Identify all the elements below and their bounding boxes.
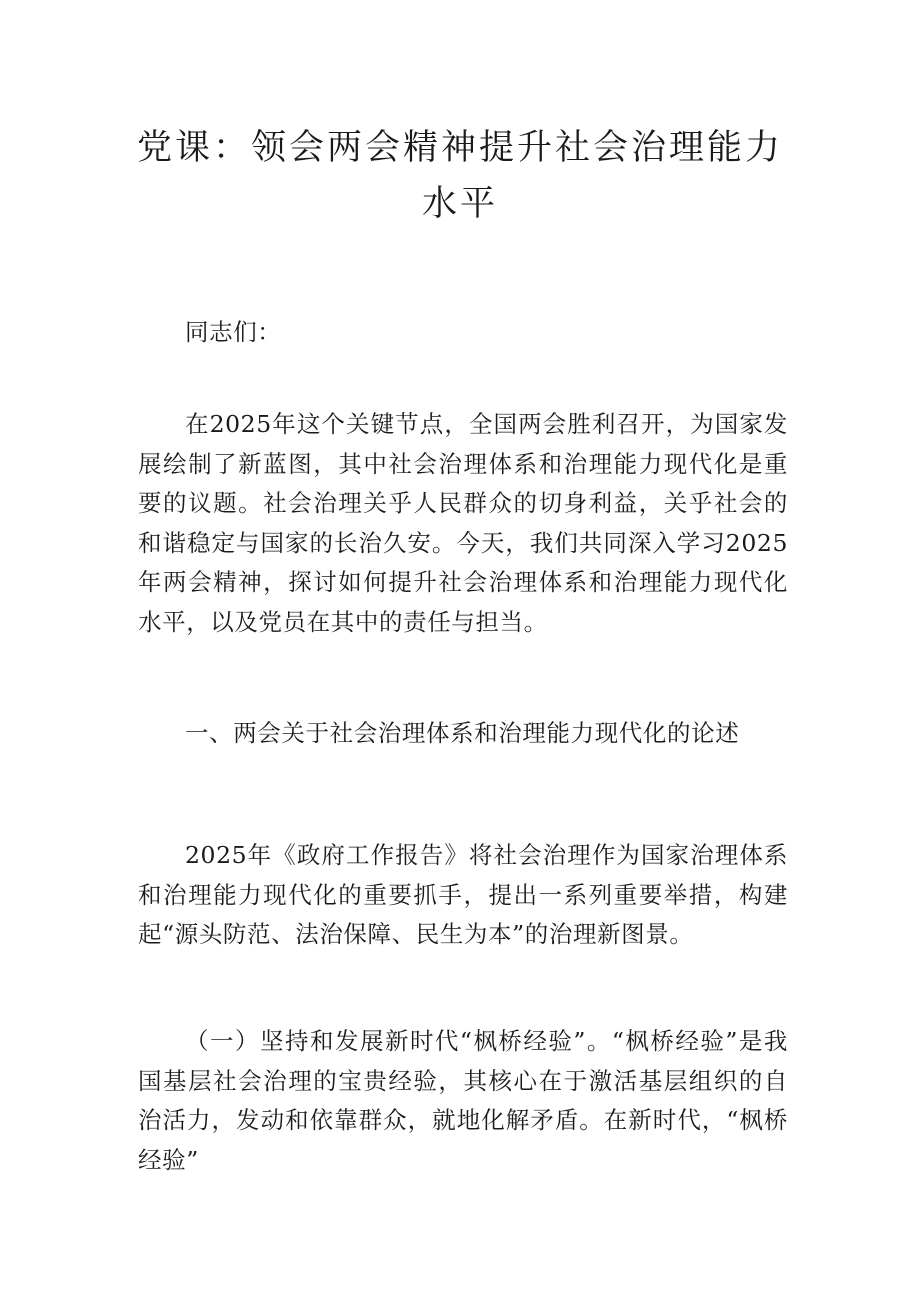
paragraph-fengqiao: （一）坚持和发展新时代“枫桥经验”。“枫桥经验”是我国基层社会治理的宝贵经验，其核心在于激活基层组织的自治活力，发动和依靠群众，就地化解矛盾。在新时代，“枫桥经验” <box>138 1027 788 1174</box>
salutation: 同志们： <box>185 318 282 346</box>
paragraph-report: 2025年《政府工作报告》将社会治理作为国家治理体系和治理能力现代化的重要抓手，提出一系列重要举措，构建起“源头防范、法治保障、民生为本”的治理新图景。 <box>138 841 788 948</box>
section-heading-1: 一、两会关于社会治理体系和治理能力现代化的论述 <box>185 719 740 747</box>
document-title: 党课：领会两会精神提升社会治理能力水平 <box>136 128 783 224</box>
paragraph-intro: 在2025年这个关键节点，全国两会胜利召开，为国家发展绘制了新蓝图，其中社会治理体系和治理能力现代化是重要的议题。社会治理关乎人民群众的切身利益，关乎社会的和谐稳定与国家的长治久安。今天，我们共同深入学习2025年两会精神，探讨如何提升社会治理体系和治理能力现代化水平，以及党员在其中的责任与担当。 <box>138 410 788 636</box>
